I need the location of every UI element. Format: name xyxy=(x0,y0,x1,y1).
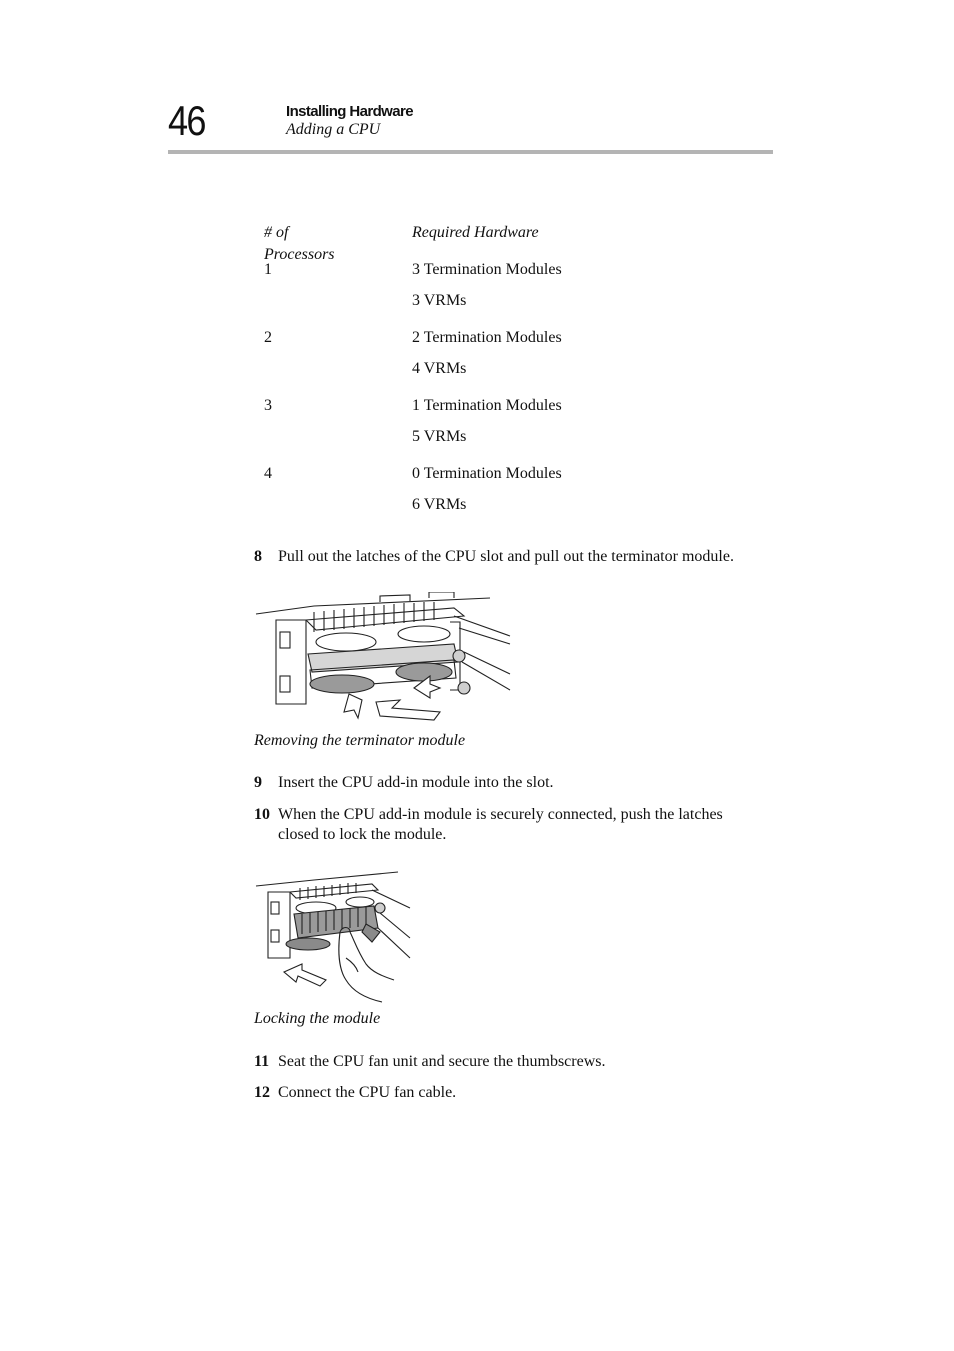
step-text: Pull out the latches of the CPU slot and pull out the terminator module. xyxy=(278,548,734,565)
column-header-hardware: Required Hardware xyxy=(412,224,539,241)
step-number: 9 xyxy=(254,774,262,791)
page-number: 46 xyxy=(168,97,205,144)
hardware-line: 1 Termination Modules xyxy=(412,397,562,414)
step-text: Connect the CPU fan cable. xyxy=(278,1084,457,1101)
figure-caption: Locking the module xyxy=(254,1010,381,1027)
module-locking-illustration xyxy=(254,868,414,1008)
processor-count: 3 xyxy=(264,397,272,414)
hardware-line: 4 VRMs xyxy=(412,360,467,377)
hardware-line: 6 VRMs xyxy=(412,496,467,513)
step-text: Insert the CPU add-in module into the slot. xyxy=(278,774,554,791)
column-header-processors: # of Processors xyxy=(264,224,335,263)
step-text: Seat the CPU fan unit and secure the thumbscrews. xyxy=(278,1053,606,1070)
processor-count: 4 xyxy=(264,465,272,482)
terminator-removal-illustration xyxy=(254,592,514,728)
figure-caption: Removing the terminator module xyxy=(254,732,466,749)
step-number: 12 xyxy=(254,1084,270,1101)
processor-count: 1 xyxy=(264,261,272,278)
header-rule xyxy=(168,150,773,154)
step-number: 11 xyxy=(254,1053,270,1070)
section-title: Adding a CPU xyxy=(286,121,381,138)
hardware-line: 3 VRMs xyxy=(412,292,467,309)
step-number: 8 xyxy=(254,548,262,565)
step-text: When the CPU add-in module is securely connected, push the latches closed to lock the module. xyxy=(278,806,723,843)
processor-count: 2 xyxy=(264,329,272,346)
step-number: 10 xyxy=(254,806,270,823)
hardware-line: 2 Termination Modules xyxy=(412,329,562,346)
hardware-line: 0 Termination Modules xyxy=(412,465,562,482)
hardware-line: 5 VRMs xyxy=(412,428,467,445)
chapter-title: Installing Hardware xyxy=(286,103,413,120)
hardware-line: 3 Termination Modules xyxy=(412,261,562,278)
